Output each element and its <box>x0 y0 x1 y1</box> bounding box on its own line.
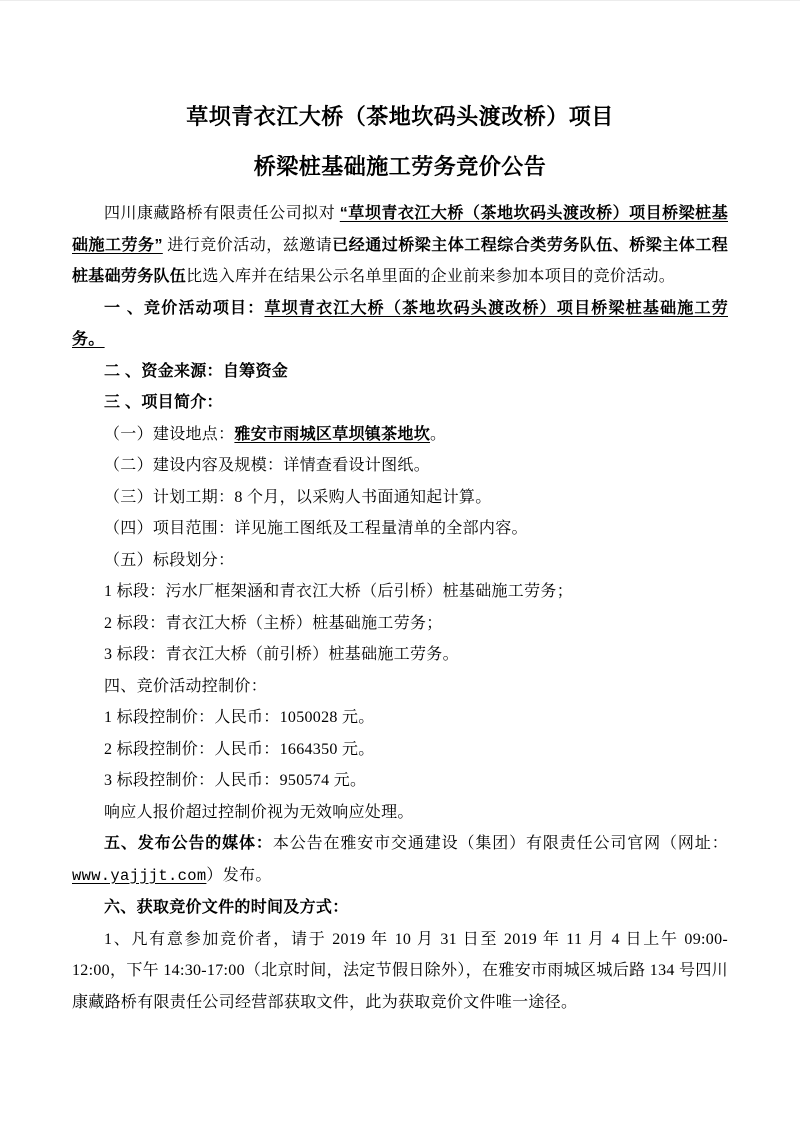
paragraph <box>72 419 728 451</box>
text-segment: 已经通过桥梁主体工程综合类劳务队伍、桥梁主体工程桩基础劳务队伍 <box>72 236 728 285</box>
text-segment: 五、发布公告的媒体： <box>104 835 273 852</box>
text-segment: 四、竞价活动控制价： <box>104 677 268 695</box>
text-segment: （五）标段划分： <box>104 551 235 569</box>
website-url[interactable]: www.yajjjt.com <box>72 866 207 885</box>
text-segment: 2 标段：青衣江大桥（主桥）桩基础施工劳务； <box>104 614 443 632</box>
text-segment: 草坝青衣江大桥（茶地坎码头渡改桥）项目桥梁桩基础施工劳务。 <box>72 299 728 348</box>
text-segment: 1、凡有意参加竞价者，请于 2019 年 10 月 31 日至 2019 年 11 月 4 日上午 09:00-12:00，下午 14:30-17:00（北京时间，法定节假日除外），在雅安市雨城区城后路 134 号四川康藏路桥有限责任公司经营部获取文件，此为获取竞价文件唯一途径。 <box>72 930 728 1011</box>
text-segment: 比选入库并在结果公示名单里面的企业前来参加本项目的竞价活动。 <box>186 268 676 285</box>
text-segment: （四）项目范围：详见施工图纸及工程量清单的全部内容。 <box>104 520 528 537</box>
text-segment: （二）建设内容及规模：详情查看设计图纸。 <box>104 457 431 474</box>
paragraph <box>72 293 728 356</box>
paragraph <box>72 924 728 1019</box>
text-segment: 。 <box>430 425 447 443</box>
text-segment: 四川康藏路桥有限责任公司拟对 <box>104 205 340 222</box>
paragraph <box>72 734 728 766</box>
paragraph <box>72 482 728 514</box>
paragraph <box>72 198 728 293</box>
text-segment: 六、获取竞价文件的时间及方式： <box>104 899 349 916</box>
text-segment: “草坝青衣江大桥（茶地坎码头渡改桥）项目桥梁桩基础施工劳务” <box>72 205 728 254</box>
document-page <box>0 1 800 1131</box>
text-segment: 雅安市雨城区草坝镇茶地坎 <box>234 425 431 443</box>
text-segment: ）发布。 <box>206 866 272 884</box>
paragraph <box>72 639 728 671</box>
paragraph <box>72 356 728 388</box>
text-segment: 1 标段控制价：人民币：1050028 元。 <box>104 709 375 726</box>
text-segment: 响应人报价超过控制价视为无效响应处理。 <box>104 803 414 821</box>
document-body <box>72 198 728 1018</box>
paragraph <box>72 387 728 419</box>
text-segment: （三）计划工期：8 个月，以采购人书面通知起计算。 <box>104 488 492 506</box>
text-segment: 一 、竞价活动项目： <box>104 299 265 317</box>
paragraph <box>72 702 728 734</box>
text-segment: 3 标段控制价：人民币：950574 元。 <box>104 772 367 789</box>
text-segment: 进行竞价活动，兹邀请 <box>162 236 333 254</box>
paragraph <box>72 545 728 577</box>
paragraph <box>72 576 728 608</box>
paragraph <box>72 828 728 892</box>
paragraph <box>72 892 728 924</box>
doc-title-line2: 桥梁桩基础施工劳务竞价公告 <box>253 154 547 179</box>
paragraph <box>72 671 728 703</box>
text-segment: 2 标段控制价：人民币：1664350 元。 <box>104 740 375 758</box>
text-segment: 三 、项目简介： <box>104 394 223 411</box>
paragraph <box>72 513 728 545</box>
text-segment: 本公告在雅安市交通建设（集团）有限责任公司官网（网址： <box>272 835 728 852</box>
paragraph <box>72 797 728 829</box>
doc-title-line1: 草坝青衣江大桥（茶地坎码头渡改桥）项目 <box>186 104 614 129</box>
text-segment: 1 标段：污水厂框架涵和青衣江大桥（后引桥）桩基础施工劳务； <box>104 583 574 600</box>
text-segment: 3 标段：青衣江大桥（前引桥）桩基础施工劳务。 <box>104 646 459 663</box>
paragraph <box>72 450 728 482</box>
text-segment: （一）建设地点： <box>104 425 235 443</box>
text-segment: 二 、资金来源：自筹资金 <box>104 362 289 380</box>
paragraph <box>72 608 728 640</box>
paragraph <box>72 765 728 797</box>
